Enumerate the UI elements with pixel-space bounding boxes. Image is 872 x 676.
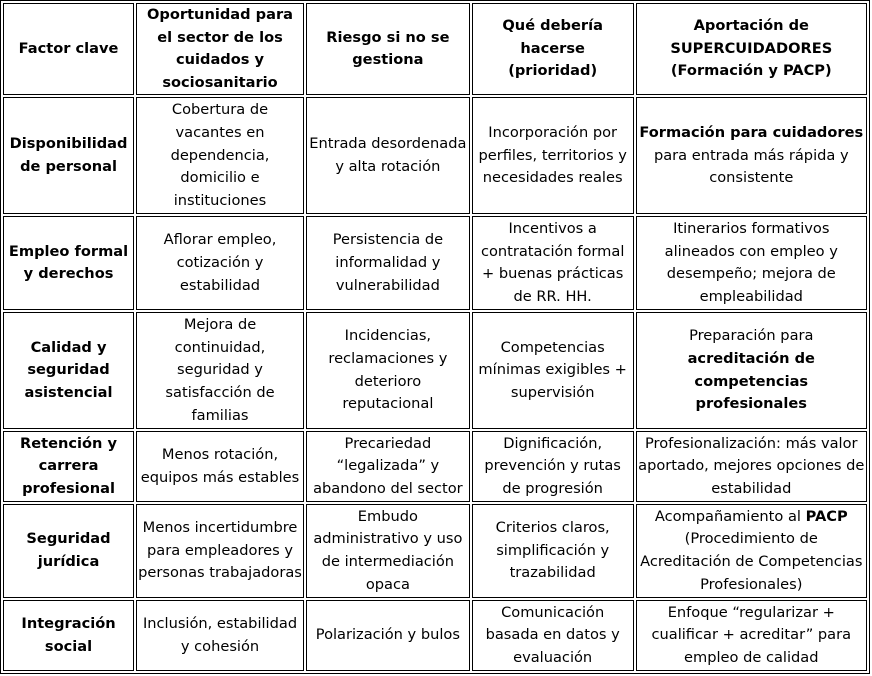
- row-oportunidad: Inclusión, estabilidad y cohesión: [136, 600, 304, 671]
- row-aportacion: [636, 312, 867, 429]
- row-accion: Dignificación, prevención y rutas de progresión: [472, 431, 634, 502]
- row-factor: Retención y carrera profesional: [3, 431, 134, 502]
- row-aportacion: Profesionalización: más valor aportado, mejores opciones de estabilidad: [636, 431, 867, 502]
- table-row: [3, 97, 867, 214]
- header-que-deberia-hacerse: Qué debería hacerse (prioridad): [472, 3, 634, 95]
- header-aportacion: Aportación de SUPERCUIDADORES (Formación y PACP): [636, 3, 867, 95]
- row-factor: Integración social: [3, 600, 134, 671]
- row-oportunidad: Menos rotación, equipos más estables: [136, 431, 304, 502]
- row-riesgo: Polarización y bulos: [306, 600, 470, 671]
- table-row: [3, 216, 867, 310]
- header-oportunidad: Oportunidad para el sector de los cuidados y sociosanitario: [136, 3, 304, 95]
- aportacion-bold: acreditación de competencias profesionales: [687, 350, 815, 413]
- row-accion: Criterios claros, simplificación y trazabilidad: [472, 504, 634, 598]
- header-row: [3, 3, 867, 95]
- row-factor: Seguridad jurídica: [3, 504, 134, 598]
- row-accion: Comunicación basada en datos y evaluación: [472, 600, 634, 671]
- row-oportunidad: Aflorar empleo, cotización y estabilidad: [136, 216, 304, 310]
- row-factor: Empleo formal y derechos: [3, 216, 134, 310]
- header-riesgo: Riesgo si no se gestiona: [306, 3, 470, 95]
- row-factor: Disponibilidad de personal: [3, 97, 134, 214]
- row-oportunidad: Cobertura de vacantes en dependencia, domicilio e instituciones: [136, 97, 304, 214]
- row-oportunidad: Menos incertidumbre para empleadores y personas trabajadoras: [136, 504, 304, 598]
- row-accion: Incentivos a contratación formal + buenas prácticas de RR. HH.: [472, 216, 634, 310]
- aportacion-rest: para entrada más rápida y consistente: [653, 146, 849, 187]
- row-riesgo: Entrada desordenada y alta rotación: [306, 97, 470, 214]
- table-row: [3, 600, 867, 671]
- row-aportacion: Itinerarios formativos alineados con empleo y desempeño; mejora de empleabilidad: [636, 216, 867, 310]
- row-aportacion: [636, 97, 867, 214]
- row-factor: Calidad y seguridad asistencial: [3, 312, 134, 429]
- row-aportacion: [636, 504, 867, 598]
- aportacion-bold: PACP: [805, 507, 848, 525]
- row-riesgo: Precariedad “legalizada” y abandono del sector: [306, 431, 470, 502]
- row-oportunidad: Mejora de continuidad, seguridad y satisfacción de familias: [136, 312, 304, 429]
- aportacion-pre: Acompañamiento al: [654, 507, 806, 525]
- aportacion-bold: Formación para cuidadores: [639, 123, 864, 141]
- row-accion: Competencias mínimas exigibles + supervisión: [472, 312, 634, 429]
- row-riesgo: Persistencia de informalidad y vulnerabilidad: [306, 216, 470, 310]
- header-factor-clave: Factor clave: [3, 3, 134, 95]
- table-row: [3, 504, 867, 598]
- row-riesgo: Embudo administrativo y uso de intermediación opaca: [306, 504, 470, 598]
- aportacion-pre: Preparación para: [689, 327, 814, 345]
- row-riesgo: Incidencias, reclamaciones y deterioro reputacional: [306, 312, 470, 429]
- table-row: [3, 431, 867, 502]
- table-row: [3, 312, 867, 429]
- row-accion: Incorporación por perfiles, territorios y necesidades reales: [472, 97, 634, 214]
- row-aportacion: Enfoque “regularizar + cualificar + acreditar” para empleo de calidad: [636, 600, 867, 671]
- aportacion-rest: (Procedimiento de Acreditación de Competencias Profesionales): [640, 530, 863, 593]
